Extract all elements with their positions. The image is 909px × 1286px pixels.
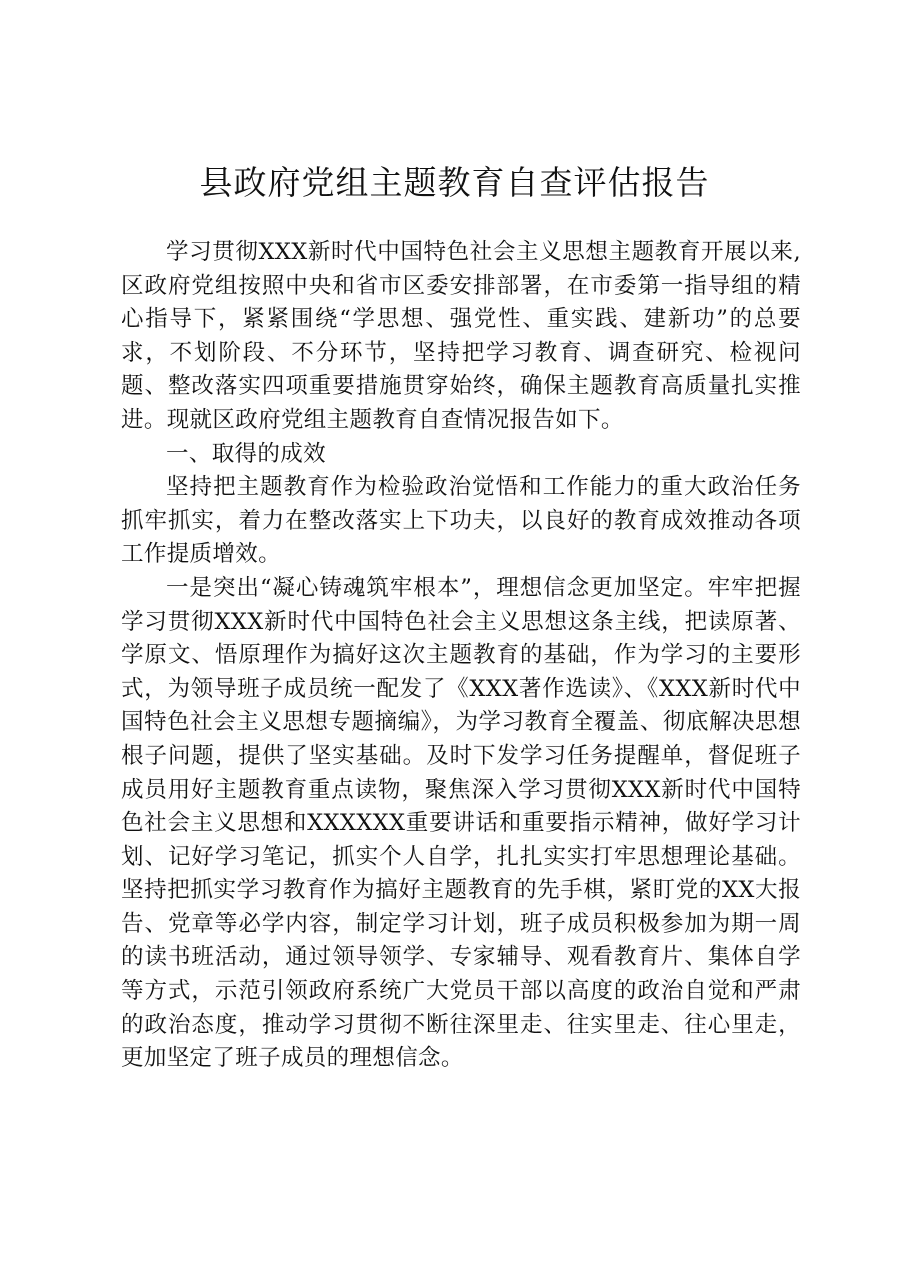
section-lead-paragraph: 坚持把主题教育作为检验政治觉悟和工作能力的重大政治任务抓牢抓实，着力在整改落实上下功夫，以良好的教育成效推动各项工作提质增效。 (121, 474, 801, 568)
point-one-paragraph: 一是突出“凝心铸魂筑牢根本”，理想信念更加坚定。牢牢把握学习贯彻XXX新时代中国特色社会主义思想这条主线，把读原著、学原文、悟原理作为搞好这次主题教育的基础，作为学习的主要形式，为领导班子成员统一配发了《XXX著作选读》、《XXX新时代中国特色社会主义思想专题摘编》，为学习教育全覆盖、彻底解决思想根子问题，提供了坚实基础。及时下发学习任务提醒单，督促班子成员用好主题教育重点读物，聚焦深入学习贯彻XXX新时代中国特色社会主义思想和XXXXXX重要讲话和重要指示精神，做好学习计划、记好学习笔记，抓实个人自学，扎扎实实打牢思想理论基础。坚持把抓实学习教育作为搞好主题教育的先手棋，紧盯党的XX大报告、党章等必学内容，制定学习计划，班子成员积极参加为期一周的读书班活动，通过领导领学、专家辅导、观看教育片、集体自学等方式，示范引领政府系统广大党员干部以高度的政治自觉和严肃的政治态度，推动学习贯彻不断往深里走、往实里走、往心里走，更加坚定了班子成员的理想信念。 (121, 574, 801, 1072)
document-body (121, 236, 801, 1076)
document-title: 县政府党组主题教育自查评估报告 (199, 163, 710, 202)
section-heading: 一、取得的成效 (166, 440, 326, 467)
intro-paragraph: 学习贯彻XXX新时代中国特色社会主义思想主题教育开展以来,区政府党组按照中央和省市区委安排部署，在市委第一指导组的精心指导下，紧紧围绕“学思想、强党性、重实践、建新功”的总要求，不划阶段、不分环节，坚持把学习教育、调查研究、检视问题、整改落实四项重要措施贯穿始终，确保主题教育高质量扎实推进。现就区政府党组主题教育自查情况报告如下。 (121, 239, 801, 433)
